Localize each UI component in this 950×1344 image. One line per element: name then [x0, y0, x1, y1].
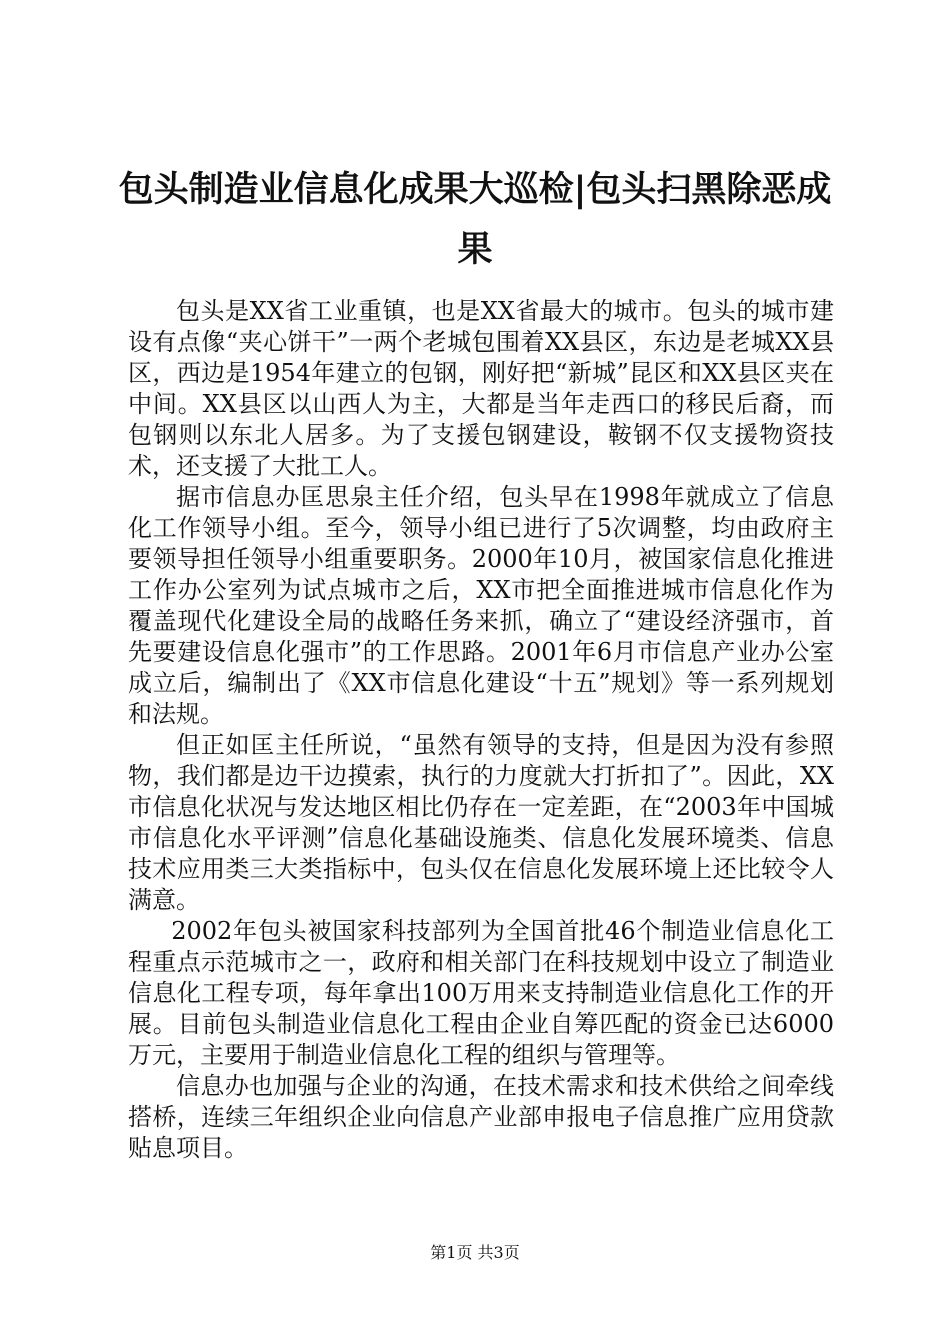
paragraph: 据市信息办匡思泉主任介绍，包头早在1998年就成立了信息化工作领导小组。至今，领导小组已进行了5次调整，均由政府主要领导担任领导小组重要职务。2000年10月，被国家信息化推进工作办公室列为试点城市之后，XX市把全面推进城市信息化作为覆盖现代化建设全局的战略任务来抓，确立了“建设经济强市，首先要建设信息化强市”的工作思路。2001年6月市信息产业办公室成立后，编制出了《XX市信息化建设“十五”规划》等一系列规划和法规。: [128, 483, 834, 728]
page-footer: 第1页 共3页: [430, 1243, 520, 1262]
paragraph: 包头是XX省工业重镇，也是XX省最大的城市。包头的城市建设有点像“夹心饼干”一两个老城包围着XX县区，东边是老城XX县区，西边是1954年建立的包钢，刚好把“新城”昆区和XX县区夹在中间。XX县区以山西人为主，大都是当年走西口的移民后裔，而包钢则以东北人居多。为了支援包钢建设，鞍钢不仅支援物资技术，还支援了大批工人。: [128, 297, 834, 480]
paragraph: 信息办也加强与企业的沟通，在技术需求和技术供给之间牵线搭桥，连续三年组织企业向信息产业部申报电子信息推广应用贷款贴息项目。: [128, 1072, 834, 1162]
document-body: [128, 296, 834, 1164]
paragraph: 但正如匡主任所说，“虽然有领导的支持，但是因为没有参照物，我们都是边干边摸索，执行的力度就大打折扣了”。因此，XX市信息化状况与发达地区相比仍存在一定差距，在“2003年中国城市信息化水平评测”信息化基础设施类、信息化发展环境类、信息技术应用类三大类指标中，包头仅在信息化发展环境上还比较令人满意。: [128, 731, 834, 914]
paragraph: 2002年包头被国家科技部列为全国首批46个制造业信息化工程重点示范城市之一，政府和相关部门在科技规划中设立了制造业信息化工程专项，每年拿出100万用来支持制造业信息化工作的开展。目前包头制造业信息化工程由企业自筹匹配的资金已达6000万元，主要用于制造业信息化工程的组织与管理等。: [128, 917, 834, 1069]
document-title: 包头制造业信息化成果大巡检|包头扫黑除恶成果: [118, 170, 832, 270]
